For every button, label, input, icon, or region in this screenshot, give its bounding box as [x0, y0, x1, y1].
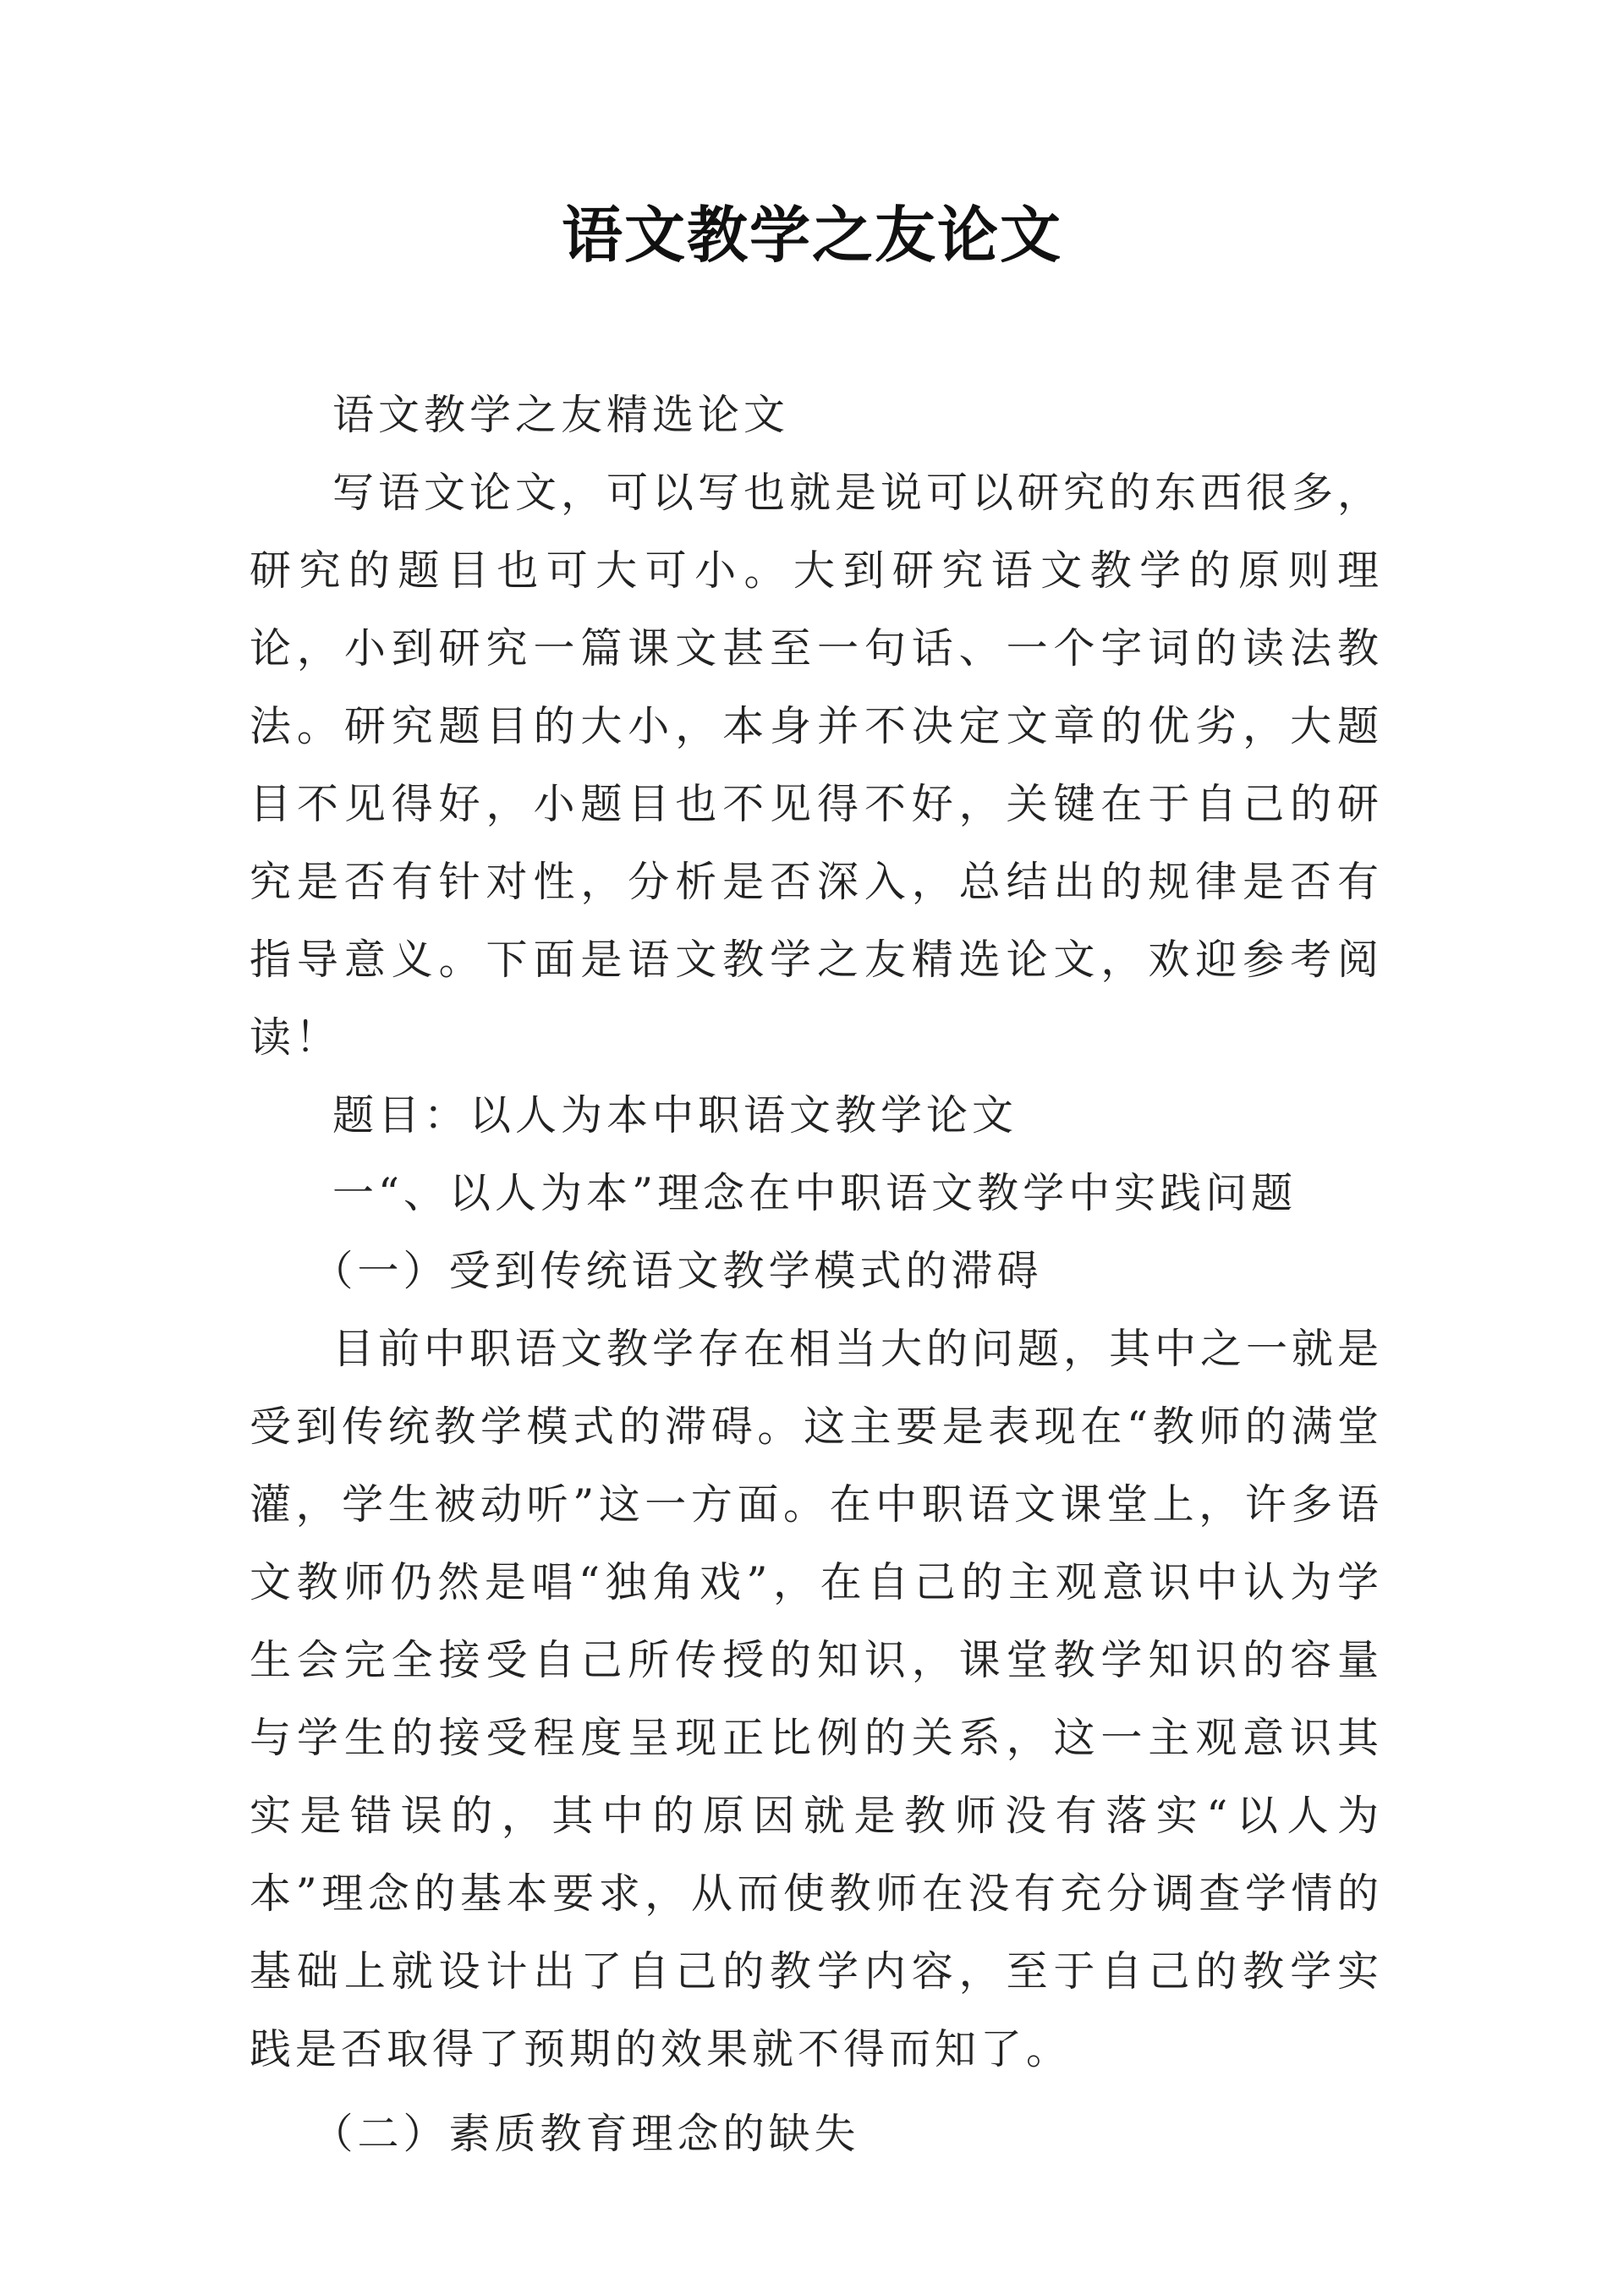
- section-heading-1: 一“、以人为本”理念在中职语文教学中实践问题: [332, 1169, 1298, 1217]
- document-body: [250, 376, 1383, 2173]
- subsection-heading-1: （一）受到传统语文教学模式的滞碍: [311, 1247, 1043, 1295]
- paragraph-intro: 写语文论文，可以写也就是说可以研究的东西很多，研究的题目也可大可小。大到研究语文教学的原则理论，小到研究一篇课文甚至一句话、一个字词的读法教法。研究题目的大小，本身并不决定文章的优劣，大题目不见得好，小题目也不见得不好，关键在于自己的研究是否有针对性，分析是否深入，总结出的规律是否有指导意义。下面是语文教学之友精选论文，欢迎参考阅读！: [250, 469, 1384, 1062]
- paragraph-topic: 题目：以人为本中职语文教学论文: [332, 1091, 1018, 1139]
- subsection-heading-2: （二）素质教育理念的缺失: [311, 2110, 860, 2158]
- paragraph-intro-label: 语文教学之友精选论文: [332, 391, 790, 439]
- paragraph-body-1: 目前中职语文教学存在相当大的问题，其中之一就是受到传统教学模式的滞碍。这主要是表现在“教师的满堂灌，学生被动听”这一方面。在中职语文课堂上，许多语文教师仍然是唱“独角戏”，在自己的主观意识中认为学生会完全接受自己所传授的知识，课堂教学知识的容量与学生的接受程度呈现正比例的关系，这一主观意识其实是错误的，其中的原因就是教师没有落实“以人为本”理念的基本要求，从而使教师在没有充分调查学情的基础上就设计出了自己的教学内容，至于自己的教学实践是否取得了预期的效果就不得而知了。: [250, 1325, 1384, 2073]
- document-title: 语文教学之友论文: [561, 199, 1062, 271]
